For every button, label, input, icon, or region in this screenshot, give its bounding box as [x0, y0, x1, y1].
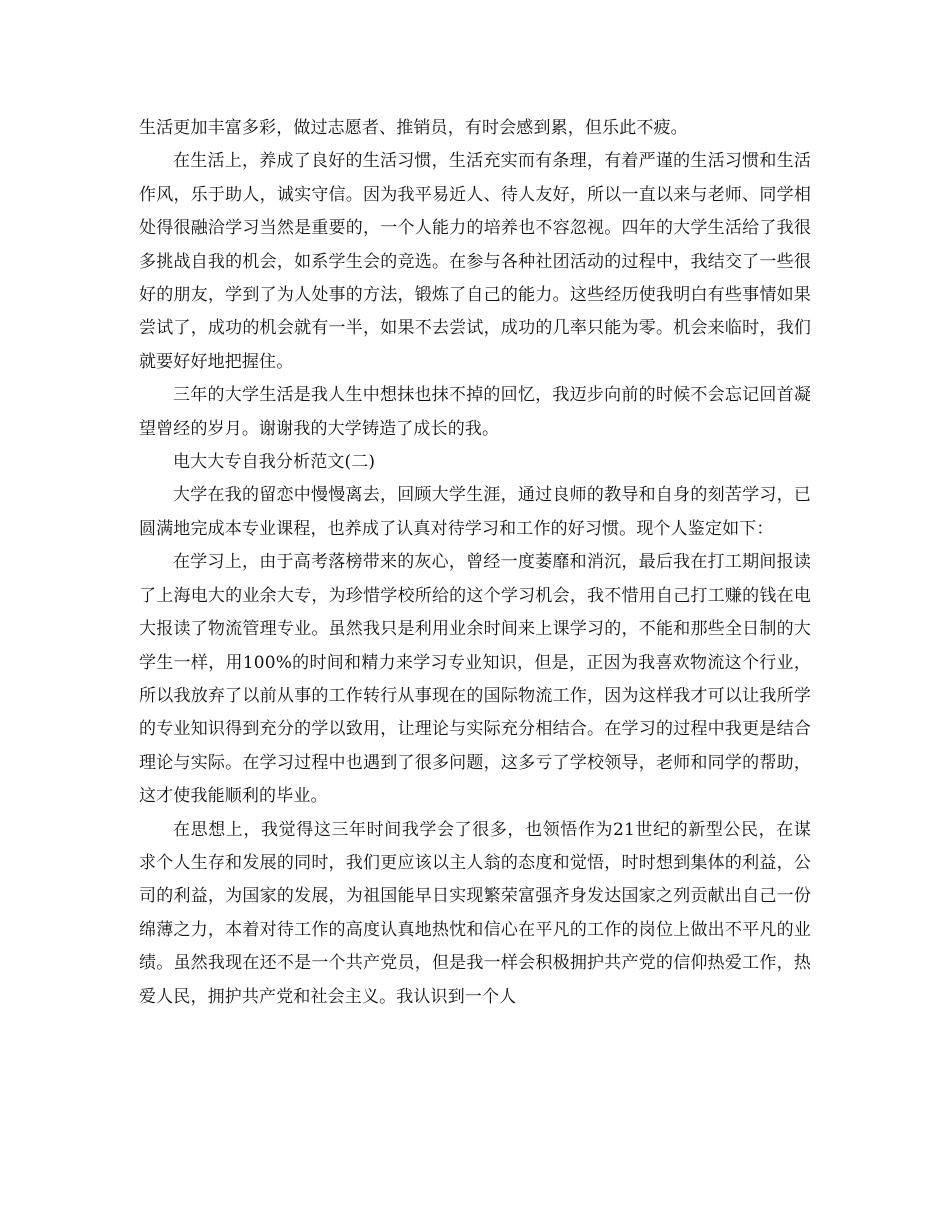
- paragraph-memory: 三年的大学生活是我人生中想抹也抹不掉的回忆，我迈步向前的时候不会忘记回首凝望曾经的岁月。谢谢我的大学铸造了成长的我。: [139, 385, 811, 439]
- paragraph-thought: 在思想上，我觉得这三年时间我学会了很多，也领悟作为21世纪的新型公民，在谋求个人生存和发展的同时，我们更应该以主人翁的态度和觉悟，时时想到集体的利益，公司的利益，为国家的发展，为祖国能早日实现繁荣富强齐身发达国家之列贡献出自己一份绵薄之力，本着对待工作的高度认真地热忱和信心在平凡的工作的岗位上做出不平凡的业绩。虽然我现在还不是一个共产党员，但是我一样会积极拥护共产党的信仰热爱工作，热爱人民，拥护共产党和社会主义。我认识到一个人: [139, 819, 811, 1007]
- paragraph-life: 在生活上，养成了良好的生活习惯，生活充实而有条理，有着严谨的生活习惯和生活作风，乐于助人，诚实守信。因为我平易近人、待人友好，所以一直以来与老师、同学相处得很融洽学习当然是重要的，一个人能力的培养也不容忽视。四年的大学生活给了我很多挑战自我的机会，如系学生会的竞选。在参与各种社团活动的过程中，我结交了一些很好的朋友，学到了为人处事的方法，锻炼了自己的能力。这些经历使我明白有些事情如果尝试了，成功的机会就有一半，如果不去尝试，成功的几率只能为零。机会来临时，我们就要好好地把握住。: [139, 151, 811, 372]
- paragraph-study: 在学习上，由于高考落榜带来的灰心，曾经一度萎靡和消沉，最后我在打工期间报读了上海电大的业余大专，为珍惜学校所给的这个学习机会，我不惜用自己打工赚的钱在电大报读了物流管理专业。虽然我只是利用业余时间来上课学习的，不能和那些全日制的大学生一样，用100%的时间和精力来学习专业知识，但是，正因为我喜欢物流这个行业，所以我放弃了以前从事的工作转行从事现在的国际物流工作，因为这样我才可以让我所学的专业知识得到充分的学以致用，让理论与实际充分相结合。在学习的过程中我更是结合理论与实际。在学习过程中也遇到了很多问题，这多亏了学校领导，老师和同学的帮助，这才使我能顺利的毕业。: [139, 552, 811, 807]
- paragraph-continuation: 生活更加丰富多彩，做过志愿者、推销员，有时会感到累，但乐此不疲。: [139, 118, 688, 138]
- document-body: [139, 112, 811, 1014]
- paragraph-intro: 大学在我的留恋中慢慢离去，回顾大学生涯，通过良师的教导和自身的刻苦学习，已圆满地完成本专业课程，也养成了认真对待学习和工作的好习惯。现个人鉴定如下：: [139, 485, 811, 539]
- section-heading: 电大大专自我分析范文(二): [173, 452, 376, 473]
